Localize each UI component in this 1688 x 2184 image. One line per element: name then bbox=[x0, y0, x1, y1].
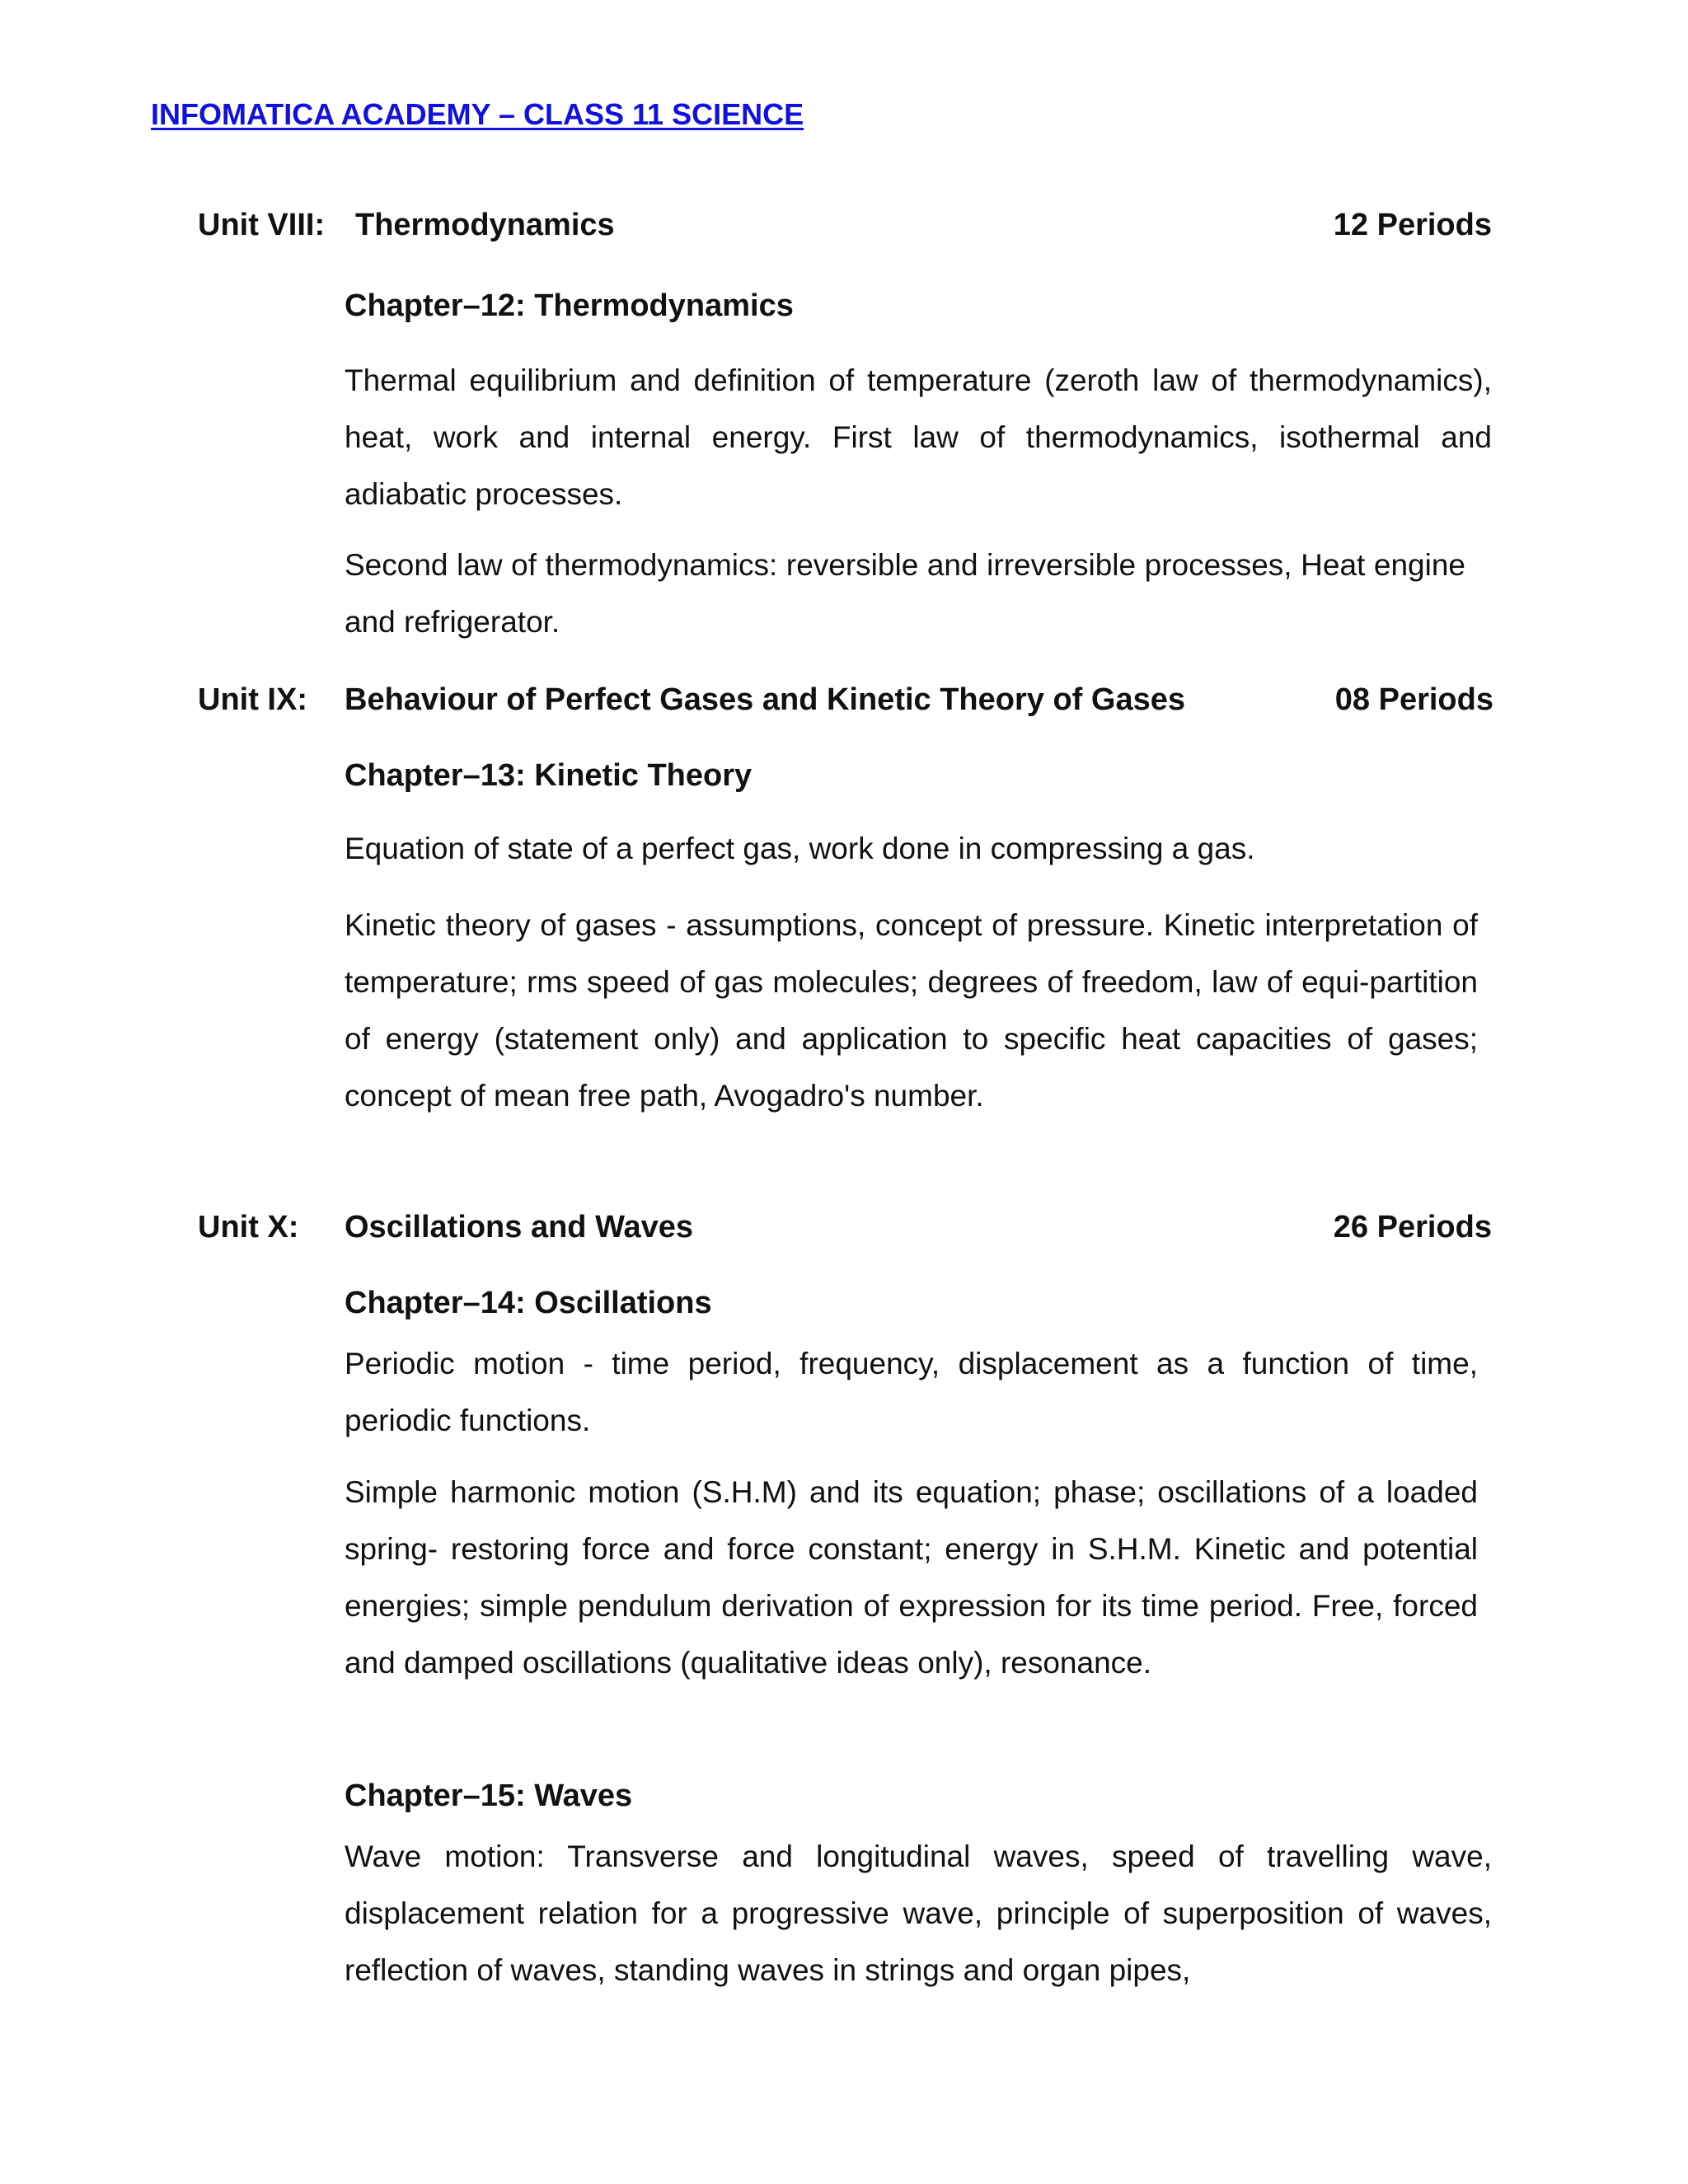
paragraph: Simple harmonic motion (S.H.M) and its equation; phase; oscillations of a loaded spring- restoring force and force constant; energy in S.H.M. Kinetic and potential energies; simple pendulum derivation of expression for its time period. Free, forced and damped oscillations (qualitative ideas only), resonance. bbox=[345, 1475, 1478, 1680]
unit-periods: 08 Periods bbox=[1334, 682, 1493, 717]
header-title-link[interactable]: INFOMATICA ACADEMY – CLASS 11 SCIENCE bbox=[151, 97, 804, 131]
unit-periods: 12 Periods bbox=[1333, 208, 1492, 242]
paragraph: Thermal equilibrium and definition of temperature (zeroth law of thermodynamics), heat, work and internal energy. First law of thermodynamics, isothermal and adiabatic processes. bbox=[345, 363, 1492, 511]
unit-periods: 26 Periods bbox=[1333, 1210, 1492, 1244]
unit-heading-ix bbox=[198, 682, 1492, 724]
chapter-title: Chapter–12: Thermodynamics bbox=[345, 288, 794, 323]
paragraph: Wave motion: Transverse and longitudinal waves, speed of travelling wave, displacement relation for a progressive wave, principle of superposition of waves, reflection of waves, standing waves in strings and organ pipes, bbox=[345, 1840, 1492, 1987]
paragraph: Periodic motion - time period, frequency, displacement as a function of time, periodic functions. bbox=[345, 1347, 1478, 1437]
paragraph: Second law of thermodynamics: reversible and irreversible processes, Heat engine and refrigerator. bbox=[345, 548, 1465, 639]
chapter-title: Chapter–15: Waves bbox=[345, 1779, 633, 1813]
unit-label: Unit X: bbox=[198, 1210, 299, 1244]
unit-title: Behaviour of Perfect Gases and Kinetic Theory of Gases bbox=[345, 682, 1185, 717]
unit-title: Oscillations and Waves bbox=[345, 1210, 694, 1244]
unit-label: Unit IX: bbox=[198, 682, 307, 717]
unit-heading-x bbox=[198, 1210, 1492, 1251]
unit-label: Unit VIII: bbox=[198, 208, 326, 242]
unit-heading-viii bbox=[198, 208, 1492, 249]
paragraph: Equation of state of a perfect gas, work done in compressing a gas. bbox=[345, 832, 1255, 865]
unit-title: Thermodynamics bbox=[355, 208, 615, 242]
chapter-title: Chapter–13: Kinetic Theory bbox=[345, 758, 753, 793]
paragraph: Kinetic theory of gases - assumptions, concept of pressure. Kinetic interpretation of temperature; rms speed of gas molecules; degrees of freedom, law of equi-partition of energy (statement only) and application to specific heat capacities of gases; concept of mean free path, Avogadro's number. bbox=[345, 908, 1478, 1113]
chapter-title: Chapter–14: Oscillations bbox=[345, 1286, 712, 1320]
